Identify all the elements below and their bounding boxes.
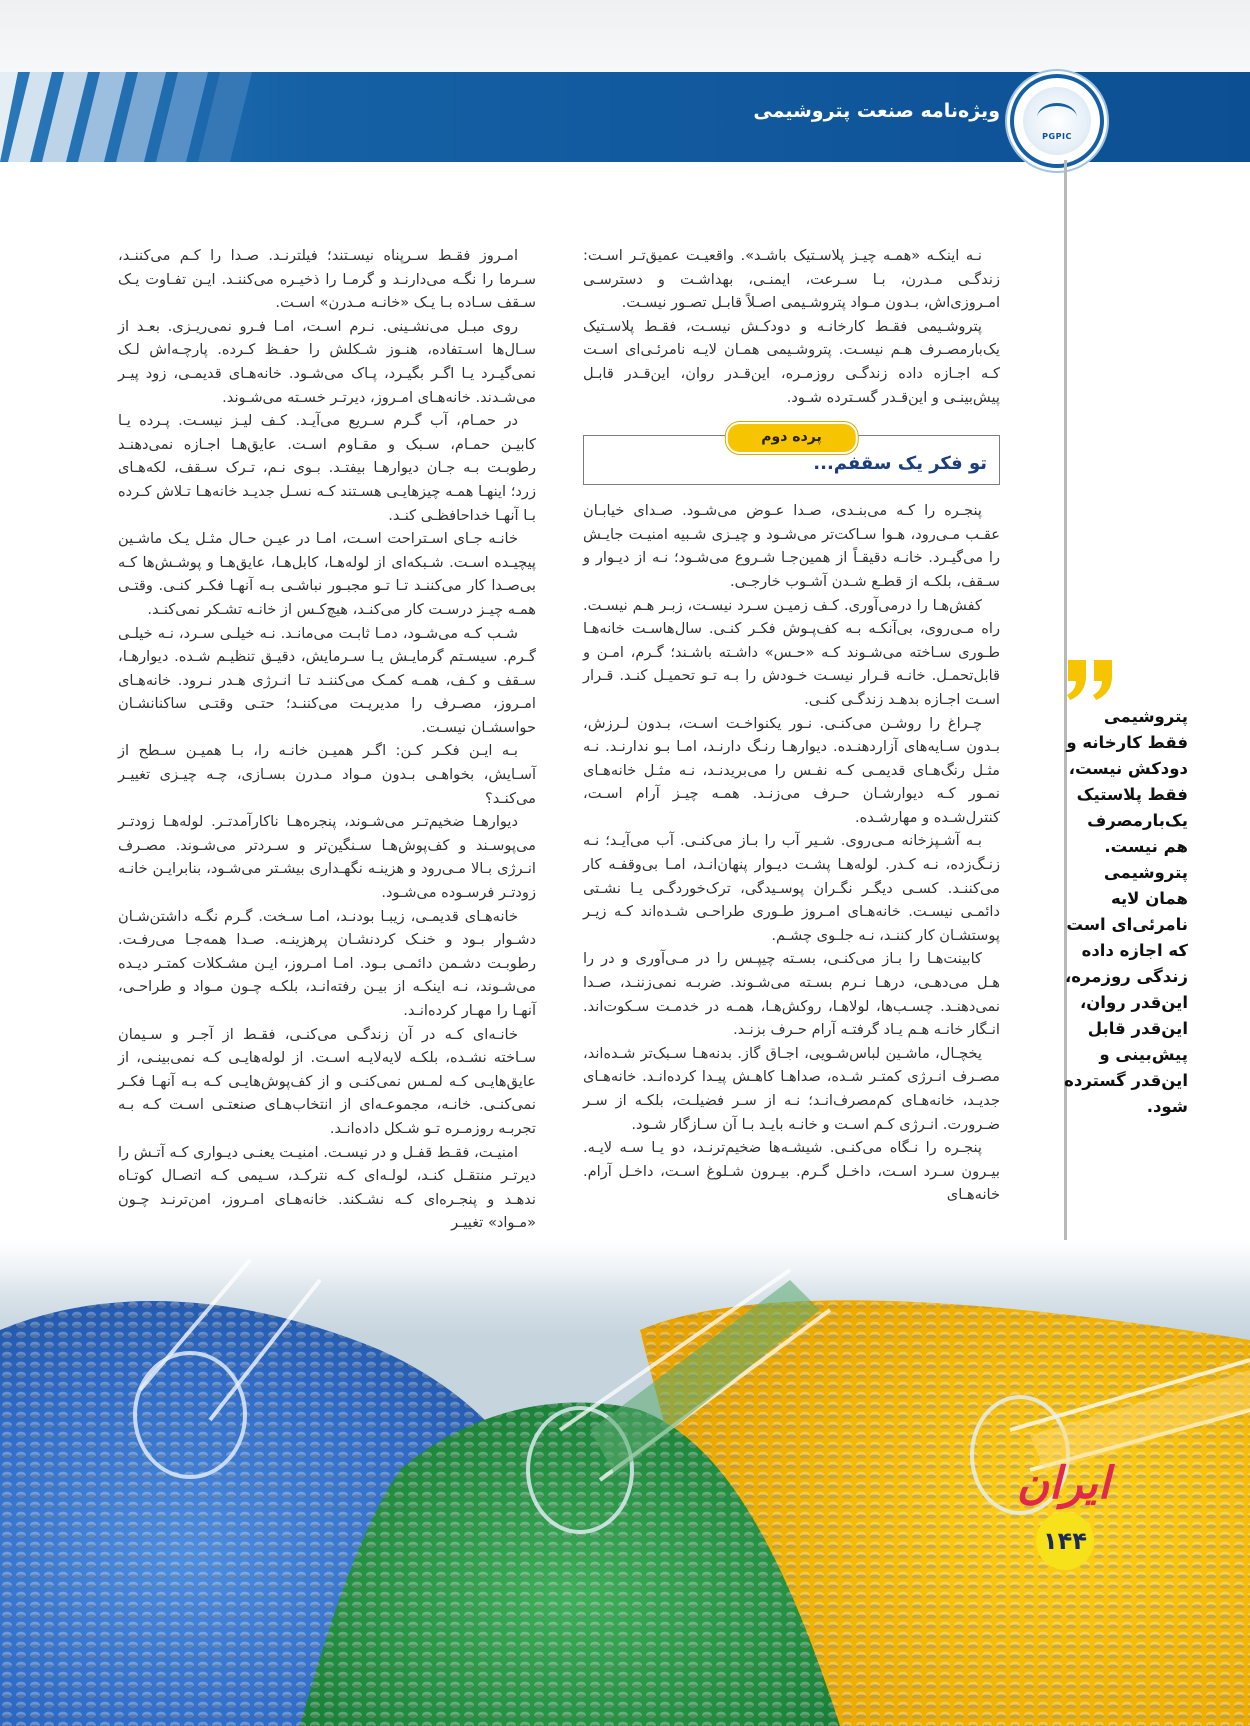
paragraph: کفش‌هـا را درمی‌آوری. کـف زمیـن سـرد نیسـت، زبـر هـم نیسـت. راه مـی‌روی، بی‌آنکـه بـه کف‌پـوش فکـر کنـی. سال‌هاسـت خانه‌هـا طـوری سـاخته می‌شـوند کـه «حـس» داشـته باشـند؛ گـرم، امـن و قابل‌تحمـل. خانـه قـرار نیسـت خـودش را بـه تـو تحمیـل کنـد. قـرار اسـت اجـازه بدهـد زندگـی کنـی. (583, 596, 1000, 708)
paragraph: در حمـام، آب گـرم سـریع می‌آیـد. کـف لیـز نیسـت. پـرده یـا کابیـن حمـام، سـبک و مقـاوم اسـت. عایق‌هـا اجـازه نمی‌دهنـد رطوبـت بـه جـان دیوارهـا بیفتـد. بـوی نـم، تـرک سـقف، لکه‌هـای زرد؛ اینهـا همـه چیزهایـی هسـتند کـه نسـل جدیـد خانه‌هـا تـلاش کـرده بـا آنهـا خداحافظـی کنـد. (118, 412, 536, 524)
paragraph: کابینت‌هـا را بـاز می‌کنـی، بسـته چیپـس را در مـی‌آوری و در را هـل می‌دهـی، درهـا نـرم بسـته می‌شـوند. ضربـه نمی‌زننـد، صـدا نمی‌دهنـد. چسـب‌ها، لولاهـا، روکش‌هـا، همـه در خدمـت سـکوت‌اند. انـگار خانـه هـم یـاد گرفتـه آرام حـرف بزنـد. (583, 950, 1000, 1039)
magazine-name: ایران (1016, 1458, 1110, 1509)
paragraph: پنجـره را نـگاه می‌کنـی. شیشـه‌ها ضخیم‌ترنـد، دو یـا سـه لایـه. بیـرون سـرد اسـت، داخـل گـرم. بیـرون شـلوغ اسـت، داخـل آرام. خانه‌هـای (583, 1139, 1000, 1204)
paragraph: خانه‌هـای قدیمـی، زیبـا بودنـد، امـا سـخت. گـرم نگـه داشتن‌شـان دشـوار بـود و خنـک کردنشـان پرهزینـه. صـدا همه‌جـا می‌رفـت. رطوبـت دشـمن دائمـی بـود. امـا امـروز، ایـن مشـکلات کمتـر دیـده می‌شـوند، نـه اینکـه از بیـن رفته‌انـد، بلکـه چـون مـواد و طراحـی، آنهـا را مهـار کرده‌انـد. (118, 907, 536, 1019)
paragraph: شـب کـه می‌شـود، دمـا ثابـت می‌مانـد. نـه خیلـی سـرد، نـه خیلـی گـرم. سیسـتم گرمایـش یـا سـرمایش، دقیـق تنظیـم شـده. دیوارهـا، سـقف و کـف، همـه کمـک می‌کننـد تـا انـرژی هـدر نـرود. خانه‌هـای امـروز، مصـرف را مدیریـت می‌کننـد؛ حتـی وقتـی ساکنانشـان حواسشـان نیسـت. (118, 624, 536, 736)
paragraph: امـروز فقـط سـرپناه نیسـتند؛ فیلترنـد. صـدا را کـم می‌کننـد، سـرما را نگـه می‌دارنـد و گرمـا را ذخیـره می‌کننـد. ایـن تفـاوت یـک سـقف سـاده بـا یـک «خانـه مـدرن» اسـت. (118, 247, 536, 312)
pgpic-logo (1010, 74, 1104, 168)
paragraph: چـراغ را روشـن می‌کنـی. نـور یکنواخـت اسـت، بـدون لـرزش، بـدون سـایه‌های آزاردهنـده. دیوارهـا رنـگ دارنـد، امـا بـو ندارنـد. نـه مثـل رنگ‌هـای قدیمـی کـه نفـس را می‌بریدنـد، نـه مثـل خانه‌هـای نمـور کـه دیوارشـان حـرف می‌زنـد. همـه چیـز آرام اسـت، کنترل‌شـده و مهارشـده. (583, 714, 1000, 826)
paragraph: یخچـال، ماشـین لباس‌شـویی، اجـاق گاز. بدنه‌هـا سـبک‌تر شـده‌اند، مصـرف انـرژی کمتـر شـده، صداهـا کاهـش پیـدا کرده‌انـد. خانه‌هـای جدیـد، خانه‌هـای کم‌مصرف‌انـد؛ نـه از سـر فضیلـت، بلکـه از سـر ضـرورت. انـرژی کـم اسـت و خانـه بایـد بـا آن سـازگار شـود. (583, 1044, 1000, 1133)
header-title: ویژه‌نامه صنعت پتروشیمی (753, 100, 1000, 122)
paragraph: بـه آشـپزخانه مـی‌روی. شـیر آب را بـاز می‌کنـی. آب می‌آیـد؛ نـه زنـگ‌زده، نـه کـدر. لوله‌هـا پشـت دیـوار پنهان‌انـد، امـا بی‌وقفـه کار می‌کننـد. کسـی دیگـر نگـران پوسـیدگی، ترک‌خوردگـی یـا نشـتی دائمـی نیسـت. خانه‌هـای امـروز طـوری طراحـی شـده‌اند کـه زیـر پوستشـان کار کننـد، نـه جلـوی چشـم. (583, 832, 1000, 944)
section-title: تو فکر یک سقفم... (813, 453, 987, 475)
paragraph: روی مبـل می‌نشـینی. نـرم اسـت، امـا فـرو نمی‌ریـزی. بعـد از سـال‌ها اسـتفاده، هنـوز شـکلش را حفـظ کـرده. پارچـه‌اش لـک نمی‌گیـرد یـا اگـر بگیـرد، پـاک می‌شـود. خانه‌هـای قدیمـی، زود پیـر می‌شـدند. خانه‌هـای امـروز، دیرتـر خسـته می‌شـوند. (118, 317, 536, 406)
page-number: ۱۴۴ (1036, 1512, 1094, 1570)
section-label: پرده دوم (725, 422, 857, 454)
article-column-right (583, 244, 1000, 1207)
paragraph: پنجـره را کـه می‌بنـدی، صـدا عـوض می‌شـود. صـدای خیابـان عقـب مـی‌رود، هـوا سـاکت‌تر می‌شـود و چیـزی شـبیه امنیـت جایـش را می‌گیـرد. خانـه دقیقـاً از همین‌جـا شـروع می‌شـود؛ نـه از دیـوار و سـقف، بلکـه از قطـع شـدن آشـوب خارجـی. (583, 502, 1000, 590)
paragraph: دیوارهـا ضخیم‌تـر می‌شـوند، پنجره‌هـا ناکارآمدتـر. لوله‌هـا زودتـر می‌پوسـند و کف‌پوش‌هـا سـنگین‌تر و سـردتر می‌شـوند. مصـرف انـرژی بـالا مـی‌رود و هزینـه نگهـداری بیشـتر می‌شـود، بنابرایـن خانـه زودتـر فرسـوده می‌شـود. (118, 813, 536, 902)
paragraph: نـه اینکـه «همـه چیـز پلاسـتیک باشـد». واقعیـت عمیق‌تـر اسـت: زندگـی مـدرن، بـا سـرعت، ایمنـی، بهداشـت و دسترسـی امـروزی‌اش، بـدون مـواد پتروشـیمی اصـلاً قابـل تصـور نیسـت. (583, 247, 1000, 312)
section-header-box (583, 429, 1000, 485)
paragraph: خانـه‌ای کـه در آن زندگـی می‌کنـی، فقـط از آجـر و سـیمان سـاخته نشـده، بلکـه لایه‌لایـه اسـت. از لوله‌هایـی کـه نمی‌بینـی، از عایق‌هایـی کـه لمـس نمی‌کنـی و از کف‌پوش‌هایـی کـه بـه آنهـا فکـر نمی‌کنـی. خانـه، مجموعـه‌ای از انتخاب‌هـای صنعتـی اسـت کـه بـه تجربـه روزمـره تـو شـکل داده‌انـد. (118, 1025, 536, 1137)
paragraph: بـه ایـن فکـر کـن: اگـر همیـن خانـه را، بـا همیـن سـطح از آسـایش، بخواهـی بـدون مـواد مـدرن بسـازی، چـه چیـزی تغییـر می‌کنـد؟ (118, 742, 536, 807)
logo-text: PGPIC (1042, 132, 1072, 141)
paragraph: پتروشـیمی فقـط کارخانـه و دودکـش نیسـت، فقـط پلاسـتیک یک‌بارمصـرف هـم نیسـت. پتروشـیمی همـان لایـه نامرئـی‌ای اسـت کـه اجـازه داده زندگـی روزمـره، این‌قـدر روان، این‌قـدر قابـل پیش‌بینـی و این‌قـدر گسـترده شـود. (583, 317, 1000, 406)
paragraph: امنیـت، فقـط قفـل و در نیسـت. امنیـت یعنـی دیـواری کـه آتـش را دیرتـر منتقـل کنـد، لولـه‌ای کـه نترکـد، سـیمی کـه اتصـال کوتـاه ندهـد و پنجـره‌ای کـه نشـکند. خانه‌هـای امـروز، امن‌ترنـد چـون «مـواد» تغییـر (118, 1143, 536, 1232)
article-column-left (118, 244, 536, 1235)
magazine-badge (1016, 1458, 1110, 1570)
header-stripes (0, 72, 270, 162)
quote-mark-icon (1064, 658, 1116, 702)
top-texture (0, 0, 1250, 72)
paragraph: خانـه جـای اسـتراحت اسـت، امـا در عیـن حـال مثـل یـک ماشـین پیچیـده اسـت. شـبکه‌ای از لوله‌هـا، کابل‌هـا، عایق‌هـا و پوشـش‌ها کـه بی‌صـدا کار می‌کننـد تـا تـو مجبـور نباشـی بـه آنهـا فکـر کنـی. وقتـی همـه چیـز درسـت کار می‌کنـد، هیچ‌کـس از خانـه تشـکر نمی‌کنـد. (118, 530, 536, 618)
pull-quote: پتروشیمی فقط کارخانه و دودکش نیست، فقط پلاستیک یک‌بارمصرف هم نیست. پتروشیمی همان لایه نامرئی‌ای است که اجازه داده زندگی روزمره، این‌قدر روان، این‌قدر قابل پیش‌بینی و این‌قدر گسترده شود. (1064, 707, 1188, 1116)
